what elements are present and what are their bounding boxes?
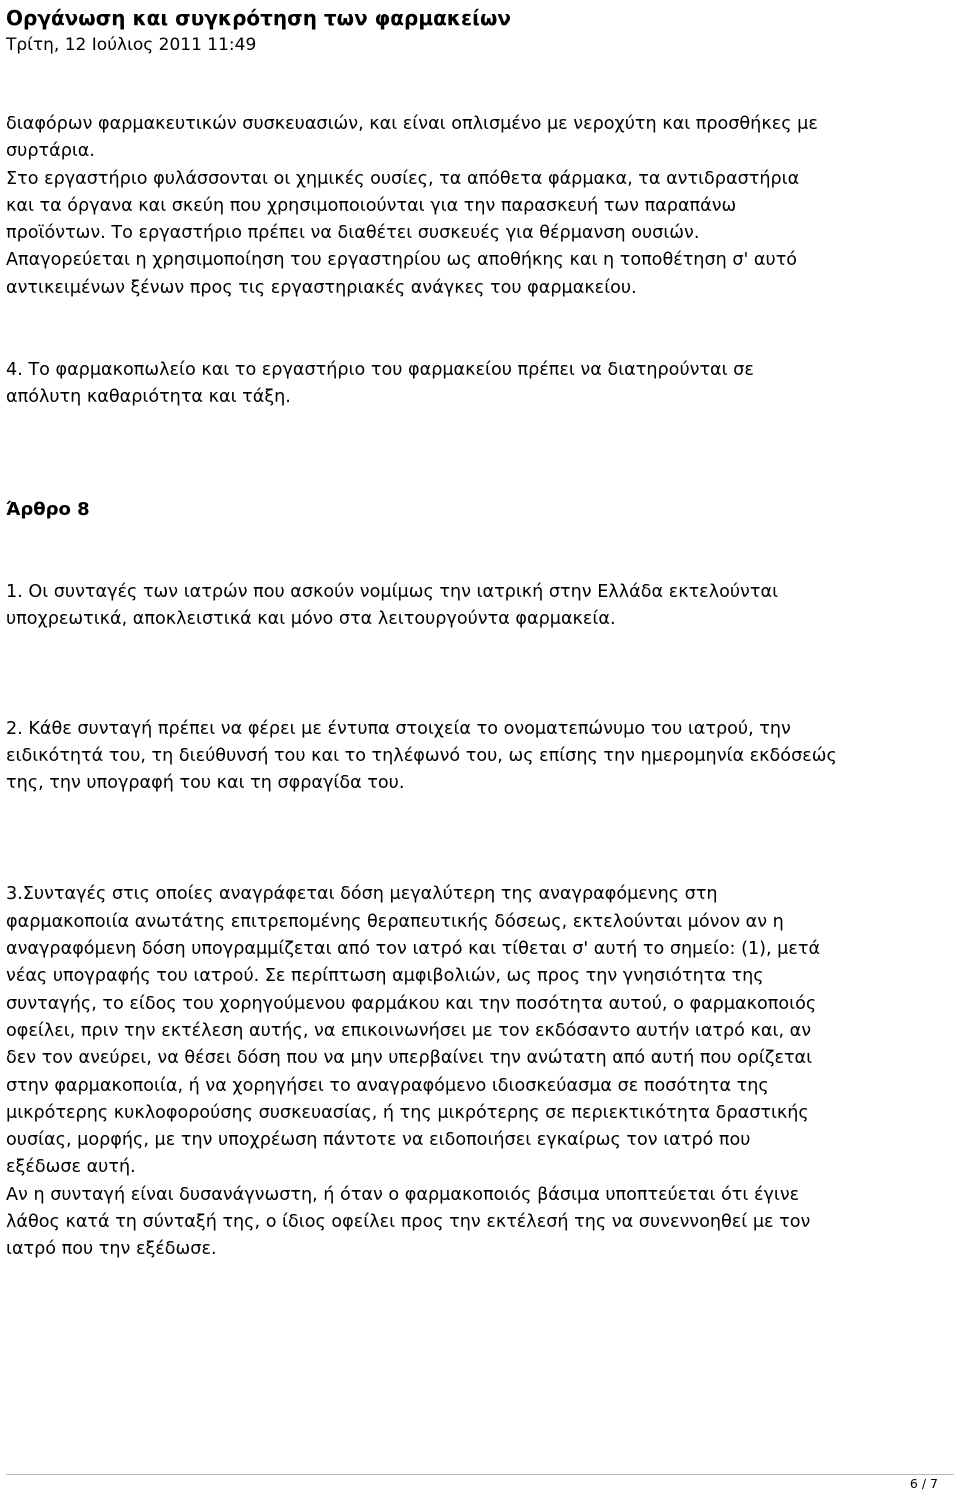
text-line: συνταγής, το είδος του χορηγούμενου φαρμάκου και την ποσότητα αυτού, ο φαρμακοποιός	[6, 993, 817, 1014]
text-line: προϊόντων. Το εργαστήριο πρέπει να διαθέτει συσκευές για θέρμανση ουσιών.	[6, 223, 700, 244]
text-line: 4. Το φαρμακοπωλείο και το εργαστήριο του φαρμακείου πρέπει να διατηρούνται σε	[6, 360, 754, 381]
article-heading: Άρθρο 8	[6, 498, 90, 520]
document-body	[6, 111, 954, 1264]
text-line: ειδικότητά του, τη διεύθυνσή του και το τηλέφωνό του, ως επίσης την ημερομηνία εκδόσεώς	[6, 745, 837, 766]
text-line: 3.Συνταγές στις οποίες αναγράφεται δόση μεγαλύτερη της αναγραφόμενης στη	[6, 884, 718, 905]
spacer	[6, 523, 954, 579]
text-line: 1. Οι συνταγές των ιατρών που ασκούν νομίμως την ιατρική στην Ελλάδα εκτελούνται	[6, 581, 779, 602]
spacer	[6, 634, 954, 716]
document-date: Τρίτη, 12 Ιούλιος 2011 11:49	[6, 35, 257, 55]
paragraph-item-1	[6, 579, 954, 634]
text-line: υποχρεωτικά, αποκλειστικά και μόνο στα λειτουργούντα φαρμακεία.	[6, 609, 616, 630]
text-line: λάθος κατά τη σύνταξή της, ο ίδιος οφείλει προς την εκτέλεσή της να συνεννοηθεί με τον	[6, 1212, 811, 1233]
text-line: συρτάρια.	[6, 141, 95, 162]
paragraph-lab-continuation	[6, 111, 954, 302]
footer-divider	[6, 1474, 954, 1475]
text-line: Αν η συνταγή είναι δυσανάγνωστη, ή όταν ο φαρμακοποιός βάσιμα υποπτεύεται ότι έγινε	[6, 1184, 800, 1205]
text-line: 2. Κάθε συνταγή πρέπει να φέρει με έντυπα στοιχεία το ονοματεπώνυμο του ιατρού, την	[6, 718, 791, 739]
text-line: ουσίας, μορφής, με την υποχρέωση πάντοτε να ειδοποιήσει εγκαίρως τον ιατρό που	[6, 1130, 751, 1151]
text-line: απόλυτη καθαριότητα και τάξη.	[6, 387, 291, 408]
spacer	[6, 797, 954, 881]
page-header	[6, 0, 954, 57]
text-line: της, την υπογραφή του και τη σφραγίδα του.	[6, 773, 405, 794]
text-line: αντικειμένων ξένων προς τις εργαστηριακές ανάγκες του φαρμακείου.	[6, 277, 637, 298]
text-line: εξέδωσε αυτή.	[6, 1157, 136, 1178]
text-line: Απαγορεύεται η χρησιμοποίηση του εργαστηρίου ως αποθήκης και η τοποθέτηση σ' αυτό	[6, 250, 798, 271]
text-line: φαρμακοποιία ανωτάτης επιτρεπομένης θεραπευτικής δόσεως, εκτελούνται μόνον αν η	[6, 911, 784, 932]
text-line: δεν τον ανεύρει, να θέσει δόση που να μην υπερβαίνει την ανώτατη από αυτή που ορίζεται	[6, 1048, 813, 1069]
page-number: 6 / 7	[909, 1476, 938, 1491]
paragraph-item-4	[6, 357, 954, 412]
spacer	[6, 412, 954, 496]
document-title: Οργάνωση και συγκρότηση των φαρμακείων	[6, 6, 511, 30]
text-line: ιατρό που την εξέδωσε.	[6, 1239, 217, 1260]
text-line: αναγραφόμενη δόση υπογραμμίζεται από τον ιατρό και τίθεται σ' αυτή το σημείο: (1), μετά	[6, 939, 821, 960]
text-line: νέας υπογραφής του ιατρού. Σε περίπτωση αμφιβολιών, ως προς την γνησιότητα της	[6, 966, 764, 987]
text-line: οφείλει, πριν την εκτέλεση αυτής, να επικοινωνήσει με τον εκδόσαντο αυτήν ιατρό και, αν	[6, 1020, 812, 1041]
text-line: μικρότερης κυκλοφορούσης συσκευασίας, ή της μικρότερης σε περιεκτικότητα δραστικής	[6, 1102, 809, 1123]
text-line: στην φαρμακοποιία, ή να χορηγήσει το αναγραφόμενο ιδιοσκεύασμα σε ποσότητα της	[6, 1075, 769, 1096]
paragraph-item-3	[6, 881, 954, 1263]
text-line: Στο εργαστήριο φυλάσσονται οι χημικές ουσίες, τα απόθετα φάρμακα, τα αντιδραστήρια	[6, 168, 800, 189]
text-line: διαφόρων φαρμακευτικών συσκευασιών, και είναι οπλισμένο με νεροχύτη και προσθήκες με	[6, 114, 818, 134]
text-line: και τα όργανα και σκεύη που χρησιμοποιούνται για την παρασκευή των παραπάνω	[6, 195, 737, 216]
spacer	[6, 302, 954, 357]
paragraph-item-2	[6, 716, 954, 798]
